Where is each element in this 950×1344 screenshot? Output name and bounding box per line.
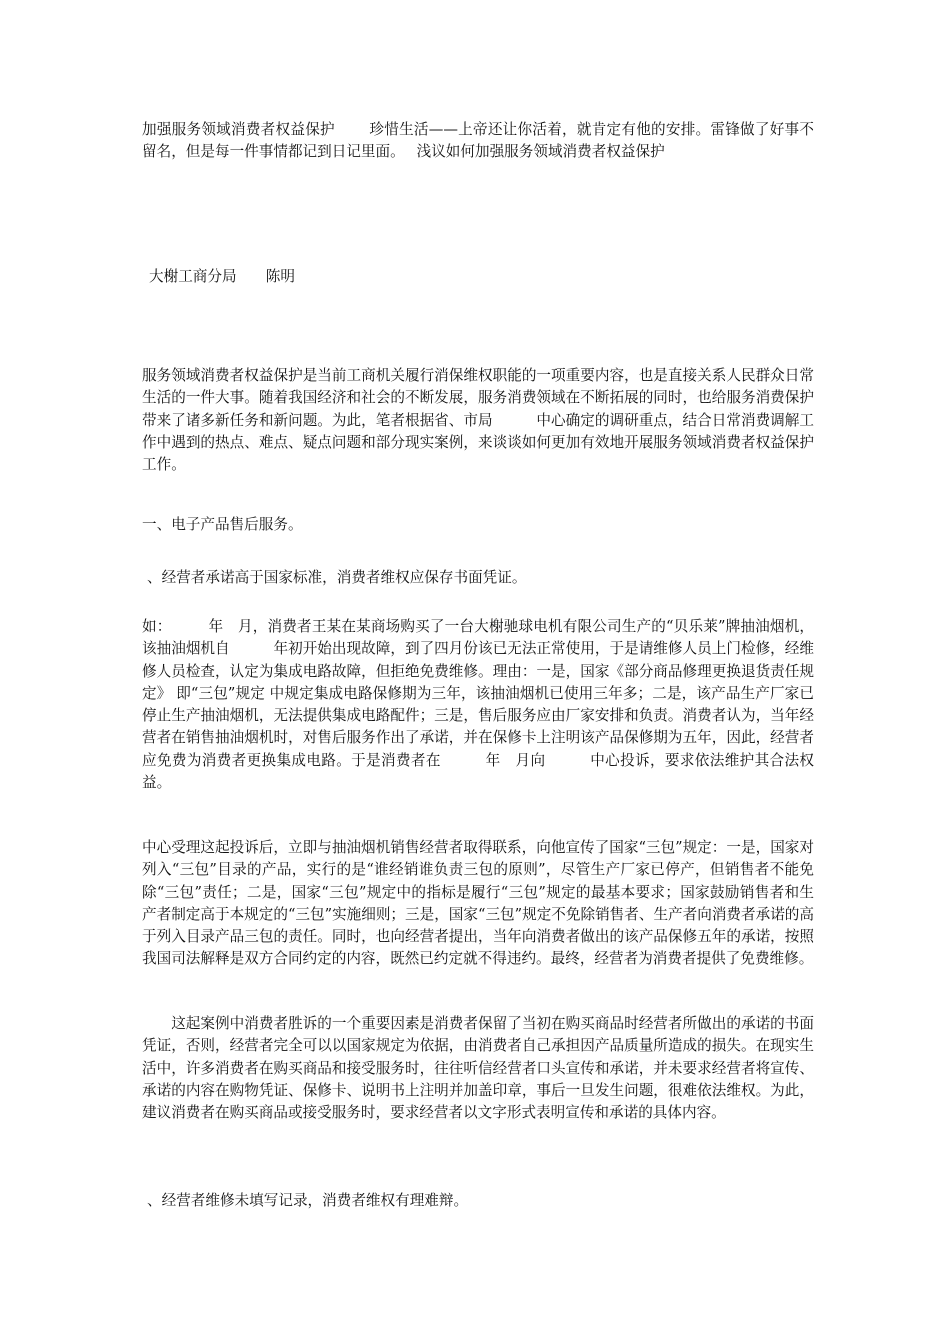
case-paragraph: 如： 年 月，消费者王某在某商场购买了一台大榭驰球电机有限公司生产的“贝乐莱”牌抽油烟机，该抽油烟机自 年初开始出现故障，到了四月份该已无法正常使用，于是请维修人员上门检修，经维修人员检查，认定为集成电路故障，但拒绝免费维修。理由：一是，国家《部分商品修理更换退货责任规定》 即“三包”规定 中规定集成电路保修期为三年，该抽油烟机已使用三年多；二是，该产品生产厂家已停止生产抽油烟机，无法提供集成电路配件；三是，售后服务应由厂家安排和负责。消费者认为，当年经营者在销售抽油烟机时，对售后服务作出了承诺，并在保修卡上注明该产品保修期为五年，因此，经营者应免费为消费者更换集成电路。于是消费者在 年 月向 中心投诉，要求依法维护其合法权益。 xyxy=(142,618,814,792)
document-title: 加强服务领域消费者权益保护 珍惜生活——上帝还让你活着，就肯定有他的安排。雷锋做了好事不留名，但是每一件事情都记到日记里面。 浅议如何加强服务领域消费者权益保护 xyxy=(142,121,814,161)
author-line: 大榭工商分局 陈明 xyxy=(149,268,295,285)
center-response-paragraph: 中心受理这起投诉后，立即与抽油烟机销售经营者取得联系，向他宣传了国家“三包”规定：一是，国家对列入“三包”目录的产品，实行的是“谁经销谁负责三包的原则”，尽管生产厂家已停产，但销售者不能免除“三包”责任；二是，国家“三包”规定中的指标是履行“三包”规定的最基本要求；国家鼓励销售者和生产者制定高于本规定的“三包”实施细则；三是，国家“三包”规定不免除销售者、生产者向消费者承诺的高于列入目录产品三包的责任。同时，也向经营者提出，当年向消费者做出的该产品保修五年的承诺，按照我国司法解释是双方合同约定的内容，既然已约定就不得违约。最终，经营者为消费者提供了免费维修。 xyxy=(142,839,814,968)
subheading-one: 、经营者承诺高于国家标准，消费者维权应保存书面凭证。 xyxy=(147,569,527,586)
subheading-two: 、经营者维修未填写记录，消费者维权有理难辩。 xyxy=(147,1192,469,1209)
analysis-paragraph: 这起案例中消费者胜诉的一个重要因素是消费者保留了当初在购买商品时经营者所做出的承诺的书面凭证，否则，经营者完全可以以国家规定为依据，由消费者自己承担因产品质量所造成的损失。在现实生活中，许多消费者在购买商品和接受服务时，往往听信经营者口头宣传和承诺，并未要求经营者将宣传、承诺的内容在购物凭证、保修卡、说明书上注明并加盖印章，事后一旦发生问题，很难依法维权。为此，建议消费者在购买商品或接受服务时，要求经营者以文字形式表明宣传和承诺的具体内容。 xyxy=(142,1015,814,1122)
intro-paragraph: 服务领域消费者权益保护是当前工商机关履行消保维权职能的一项重要内容，也是直接关系人民群众日常生活的一件大事。随着我国经济和社会的不断发展，服务消费领域在不断拓展的同时，也给服务消费保护带来了诸多新任务和新问题。为此，笔者根据省、市局 中心确定的调研重点，结合日常消费调解工作中遇到的热点、难点、疑点问题和部分现实案例，来谈谈如何更加有效地开展服务领域消费者权益保护工作。 xyxy=(142,367,814,474)
section-heading-one: 一、电子产品售后服务。 xyxy=(142,516,303,533)
